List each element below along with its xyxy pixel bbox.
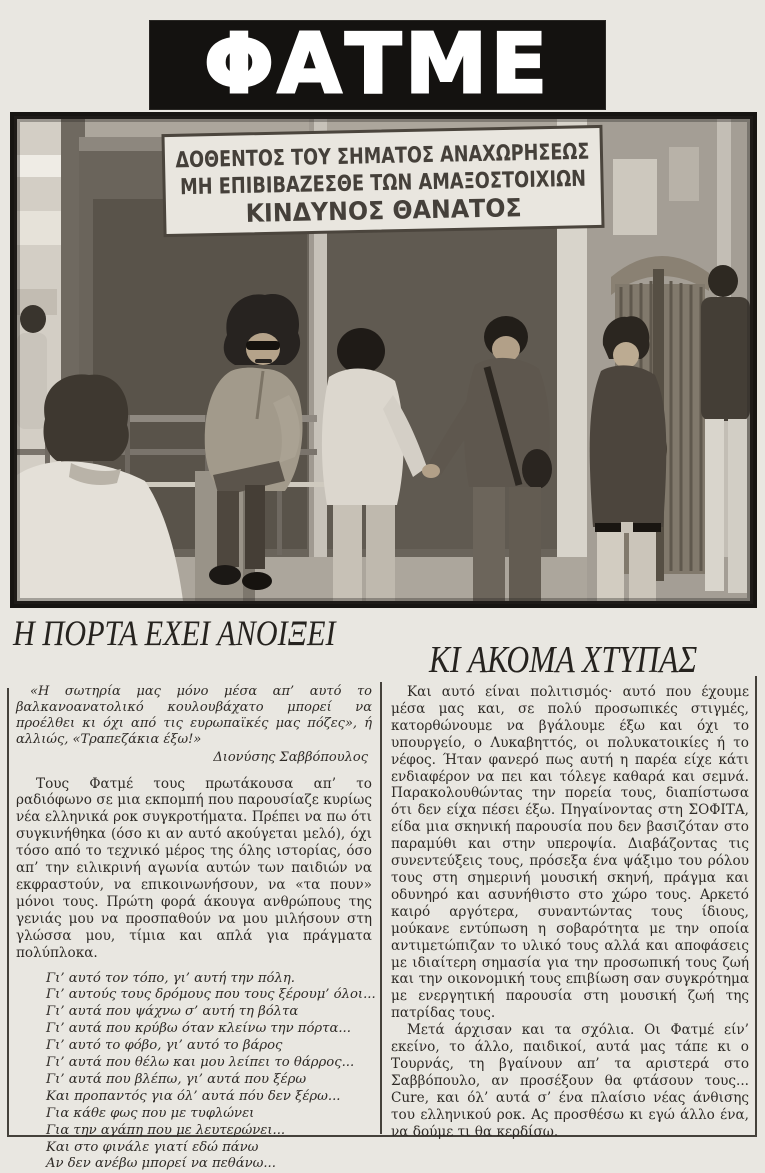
quote-attribution: Διονύσης Σαββόπουλος <box>16 750 372 767</box>
body-paragraph: Και αυτό είναι πολιτισμός· αυτό που έχουμε μέσα μας και, σε πολύ προσωπικές στιγμές, κατορθώνουμε να βγάλουμε έξω και όχι το υπουργείο, ο Λυκαβηττός, οι πολυκατοικίες ή το νέφος. Ήταν φανερό πως αυτή η παρέα είχε κάτι ενδιαφέρον να πει και τόλεγε καθαρά και σεμνά. Παρακολουθώντας την πορεία τους, διαπίστωσα ότι δεν είχα πέσει έξω. Πηγαίνοντας στη ΣΟΦΙΤΑ, είδα μια σκηνική παρουσία που δεν βασιζόταν στο παραμύθι και στην υπεροψία. Διαβάζοντας τις συνεντεύξεις τους, πρόσεξα ένα ψάξιμο του ρόλου τους στη σημερινή μουσική σκηνή, πράγμα και οδυνηρό και ασυνήθιστο στο χώρο τους. Αρκετό καιρό αργότερα, συναντώντας τους ίδιους, μούκανε εντύπωση η σοβαρότητα με την οποία αντιμετώπιζαν το υλικό τους αλλά και αποφάσεις με ιδιαίτερη σημασία για την προσωπική τους ζωή και την οικονομική τους επιβίωση σαν συγκρότημα με ενεργητική παρουσία στη μουσική ζωή της πατρίδας τους. <box>391 684 749 1022</box>
left-highlight <box>17 155 65 177</box>
article-column-right <box>391 684 749 1135</box>
shoulder-bag <box>522 449 552 489</box>
sign-line-2: ΜΗ ΕΠΙΒΙΒΑΖΕΣΘΕ ΤΩΝ ΑΜΑΞΟΣΤΟΙΧΙΩΝ <box>180 167 586 200</box>
lyric-line: Γι’ αυτά που ψάχνω σ’ αυτή τη βόλτα <box>46 1004 372 1021</box>
left-highlight <box>17 211 61 245</box>
lyric-line: Και προπαντός για όλ’ αυτά πόυ δεν ξέρω... <box>46 1089 372 1106</box>
lyric-line: Και στο φινάλε γιατί εδώ πάνω <box>46 1140 372 1157</box>
mustache <box>255 359 272 363</box>
masthead-title: ΦΑΤΜΕ <box>204 21 551 109</box>
photo-frame <box>10 112 757 608</box>
passerby-left <box>17 305 47 429</box>
poster <box>669 147 699 201</box>
lyric-line: Για κάθε φως που με τυφλώνει <box>46 1106 372 1123</box>
lyric-line: Γι’ αυτά που κρύβω όταν κλείνω την πόρτα... <box>46 1021 372 1038</box>
right-rule <box>755 676 757 1137</box>
band-photo-illustration <box>17 119 750 601</box>
poster <box>613 159 657 235</box>
lyric-line: Γι’ αυτό το φόβο, γι’ αυτό το βάρος <box>46 1038 372 1055</box>
lyric-line: Γι’ αυτό τον τόπο, γι’ αυτή την πόλη. <box>46 971 372 988</box>
lyric-line: Γι’ αυτά που θέλω και μου λείπει το θάρρος... <box>46 1055 372 1072</box>
sign-line-3: ΚΙΝΔΥΝΟΣ ΘΑΝΑΤΟΣ <box>245 193 522 228</box>
lyrics-block <box>16 971 372 1173</box>
body-paragraph: Μετά άρχισαν και τα σχόλια. Οι Φατμέ είν’ εκείνο, το άλλο, παιδικοί, αυτά μας τάπε κι ο Τουρνάς, τη βγαίνουν απ’ τα αριστερά στο Σαββόπουλο, αν προσέξουν θα φτάσουν τους... Cure, και όλ’ αυτά σ’ ένα πλαίσιο νέας άνθισης του ελληνικού ροκ. Ας προσθέσω κι εγώ άλλο ένα, να δούμε τι θα κερδίσω. <box>391 1022 749 1140</box>
lyric-line: Αν δεν ανέβω μπορεί να πεθάνω... <box>46 1156 372 1173</box>
pull-quote: «Η σωτηρία μας μόνο μέσα απ’ αυτό το βαλκανοανατολικό κουλουβάχατο μπορεί να προέλθει κι όχι από τις ευρωπαϊκές μας πόζες», ή αλλιώς, «Τραπεζάκια έξω!» <box>16 684 372 748</box>
warning-sign <box>163 126 603 235</box>
intro-paragraph: Τους Φατμέ τους πρωτάκουσα απ’ το ραδιόφωνο σε μια εκπομπή που παρουσίαζε κυρίως νέα ελληνικά ροκ συγκροτήματα. Πρέπει να πω ότι συγκινήθηκα (όσο κι αν αυτό ακούγεται μελό), όχι τόσο από το τεχνικό μέρος της όλης ιστορίας, όσο απ’ την ειλικρινή αγωνία αυτών των παιδιών να εκφραστούν, να επικοινωνήσουν, να «τα πουν» μόνοι τους. Πρώτη φορά άκουγα ανθρώπους της γενιάς μου να προσπαθούν να μου μιλήσουν στη γλώσσα μου, τίμια και απλά για πράγματα πολύπλοκα. <box>16 776 372 962</box>
joined-hands <box>422 464 440 478</box>
lyric-line: Γι’ αυτά που βλέπω, γι’ αυτά που ξέρω <box>46 1072 372 1089</box>
headline-left: Η ΠΟΡΤΑ ΕΧΕΙ ΑΝΟΙΞΕΙ <box>13 612 336 654</box>
headline-right: ΚΙ ΑΚΟΜΑ ΧΤΥΠΑΣ <box>429 638 697 682</box>
sign-line-1: ΔΟΘΕΝΤΟΣ ΤΟΥ ΣΗΜΑΤΟΣ ΑΝΑΧΩΡΗΣΕΩΣ <box>175 140 589 174</box>
masthead-banner <box>150 21 605 109</box>
sunglasses <box>246 341 280 350</box>
belt-buckle <box>621 522 633 533</box>
lyric-line: Για την αγάπη που με λευτερώνει... <box>46 1123 372 1140</box>
column-divider <box>380 682 382 1134</box>
left-rule <box>7 688 9 1137</box>
lyric-line: Γι’ αυτούς τους δρόμους που τους ξέρουμ’ όλοι... <box>46 987 372 1004</box>
article-column-left <box>16 684 372 1135</box>
